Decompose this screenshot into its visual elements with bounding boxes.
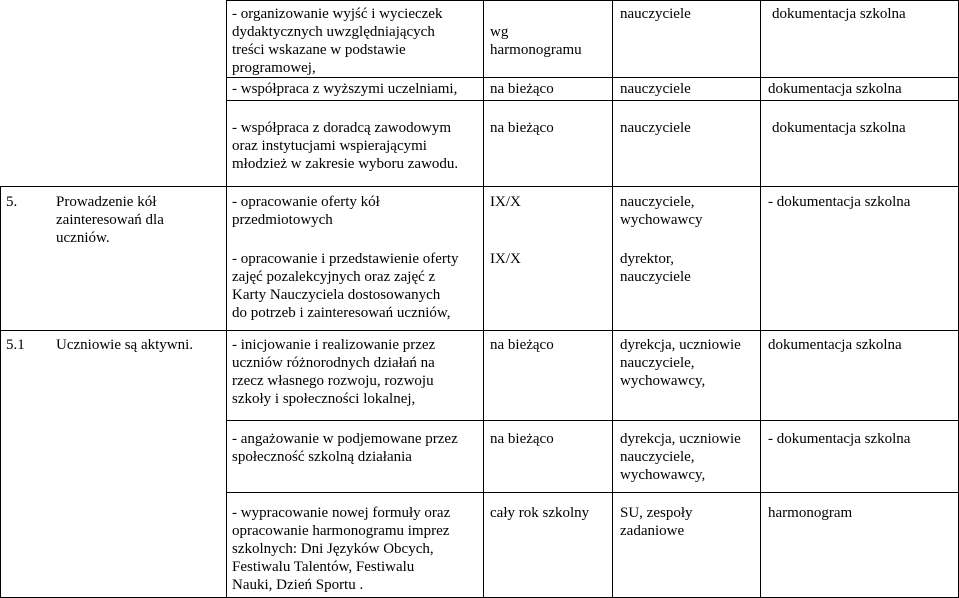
doc-cell: dokumentacja szkolna <box>768 337 902 353</box>
doc-cell: dokumentacja szkolna <box>768 81 902 97</box>
who-cell: nauczyciele <box>620 120 691 136</box>
doc-cell: harmonogram <box>768 505 853 521</box>
action-cell: - współpraca z wyższymi uczelniami, <box>232 81 458 97</box>
action-cell: - opracowanie i przedstawienie oferty zajęć pozalekcyjnych oraz zajęć z Karty Nauczyciela dostosowanych do potrzeb i zainteresowań uczniów, <box>232 251 459 321</box>
who-cell: dyrekcja, uczniowie nauczyciele, wychowawcy, <box>620 337 741 389</box>
action-cell: - angażowanie w podjemowane przez społeczność szkolną działania <box>232 431 458 465</box>
term-cell: IX/X <box>490 251 521 267</box>
action-cell: - opracowanie oferty kół przedmiotowych <box>232 194 380 228</box>
who-cell: nauczyciele <box>620 6 691 22</box>
action-cell: - współpraca z doradcą zawodowym oraz instytucjami wspierającymi młodzież w zakresie wyboru zawodu. <box>232 120 459 172</box>
who-cell: dyrektor, nauczyciele <box>620 251 691 285</box>
term-cell: na bieżąco <box>490 431 554 447</box>
term-cell: na bieżąco <box>490 120 554 136</box>
row-number: 5. <box>6 194 18 210</box>
goal-cell: Prowadzenie kół zainteresowań dla uczniów. <box>56 194 164 246</box>
doc-cell: dokumentacja szkolna <box>772 120 906 136</box>
action-cell: - organizowanie wyjść i wycieczek dydaktycznych uwzględniających treści wskazane w podstawie programowej, <box>232 6 443 76</box>
who-cell: nauczyciele <box>620 81 691 97</box>
goal-cell: Uczniowie są aktywni. <box>56 337 194 353</box>
term-cell: cały rok szkolny <box>490 505 590 521</box>
doc-cell: - dokumentacja szkolna <box>768 431 911 447</box>
row-number: 5.1 <box>6 337 25 353</box>
term-cell: na bieżąco <box>490 337 554 353</box>
who-cell: nauczyciele, wychowawcy <box>620 194 703 228</box>
doc-cell: dokumentacja szkolna <box>772 6 906 22</box>
doc-cell: - dokumentacja szkolna <box>768 194 911 210</box>
action-cell: - wypracowanie nowej formuły oraz opracowanie harmonogramu imprez szkolnych: Dni Języków Obcych, Festiwalu Talentów, Festiwalu Nauki, Dzień Sportu . <box>232 505 451 593</box>
term-cell: na bieżąco <box>490 81 554 97</box>
who-cell: dyrekcja, uczniowie nauczyciele, wychowawcy, <box>620 431 741 483</box>
who-cell: SU, zespoły zadaniowe <box>620 505 693 539</box>
term-cell: wg harmonogramu <box>490 24 582 58</box>
action-cell: - inicjowanie i realizowanie przez uczniów różnorodnych działań na rzecz własnego rozwoju, rozwoju szkoły i społeczności lokalnej, <box>232 337 436 407</box>
term-cell: IX/X <box>490 194 521 210</box>
